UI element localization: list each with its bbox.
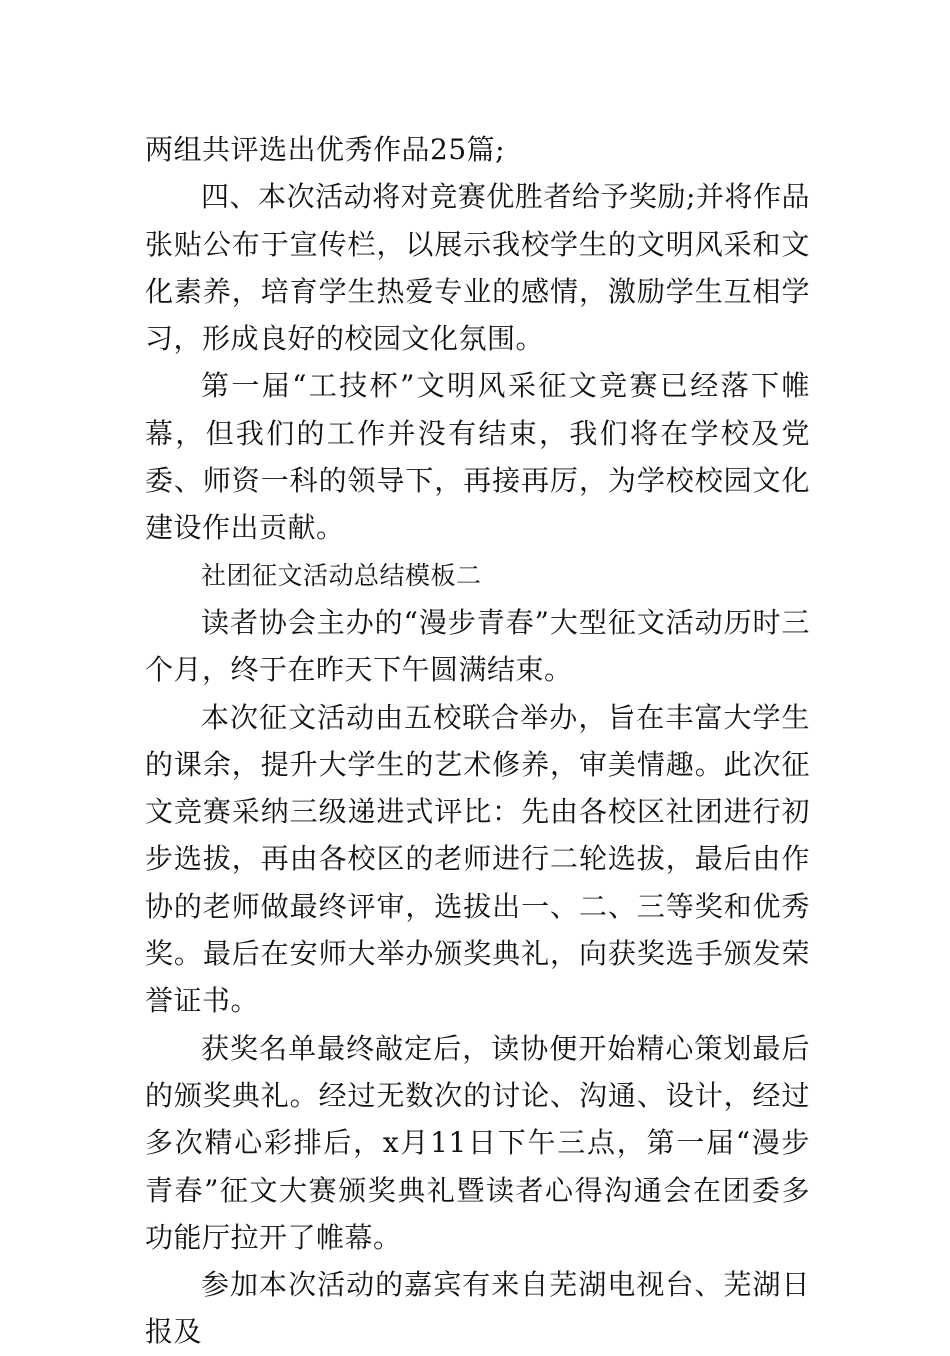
document-body [145,126,810,1356]
paragraph-1: 两组共评选出优秀作品25篇; [145,133,506,166]
paragraph-6: 获奖名单最终敲定后，读协便开始精心策划最后的颁奖典礼。经过无数次的讨论、沟通、设计，经过多次精心彩排后，x月11日下午三点，第一届“漫步青春”征文大赛颁奖典礼暨读者心得沟通会在团委多功能厅拉开了帷幕。 [145,1031,810,1254]
paragraph-7: 参加本次活动的嘉宾有来自芜湖电视台、芜湖日报及 [145,1268,810,1349]
paragraph-3: 第一届“工技杯”文明风采征文竞赛已经落下帷幕，但我们的工作并没有结束，我们将在学校及党委、师资一科的领导下，再接再厉，为学校校园文化建设作出贡献。 [145,369,810,545]
paragraph-4: 读者协会主办的“漫步青春”大型征文活动历时三个月，终于在昨天下午圆满结束。 [145,605,810,687]
section-heading: 社团征文活动总结模板二 [201,560,482,590]
paragraph-2: 四、本次活动将对竞赛优胜者给予奖励;并将作品张贴公布于宣传栏，以展示我校学生的文明风采和文化素养，培育学生热爱专业的感情，激励学生互相学习，形成良好的校园文化氛围。 [145,180,810,356]
paragraph-5: 本次征文活动由五校联合举办，旨在丰富大学生的课余，提升大学生的艺术修养，审美情趣。此次征文竞赛采纳三级递进式评比：先由各校区社团进行初步选拔，再由各校区的老师进行二轮选拔，最后由作协的老师做最终评审，选拔出一、二、三等奖和优秀奖。最后在安师大举办颁奖典礼，向获奖选手颁发荣誉证书。 [145,700,810,1018]
